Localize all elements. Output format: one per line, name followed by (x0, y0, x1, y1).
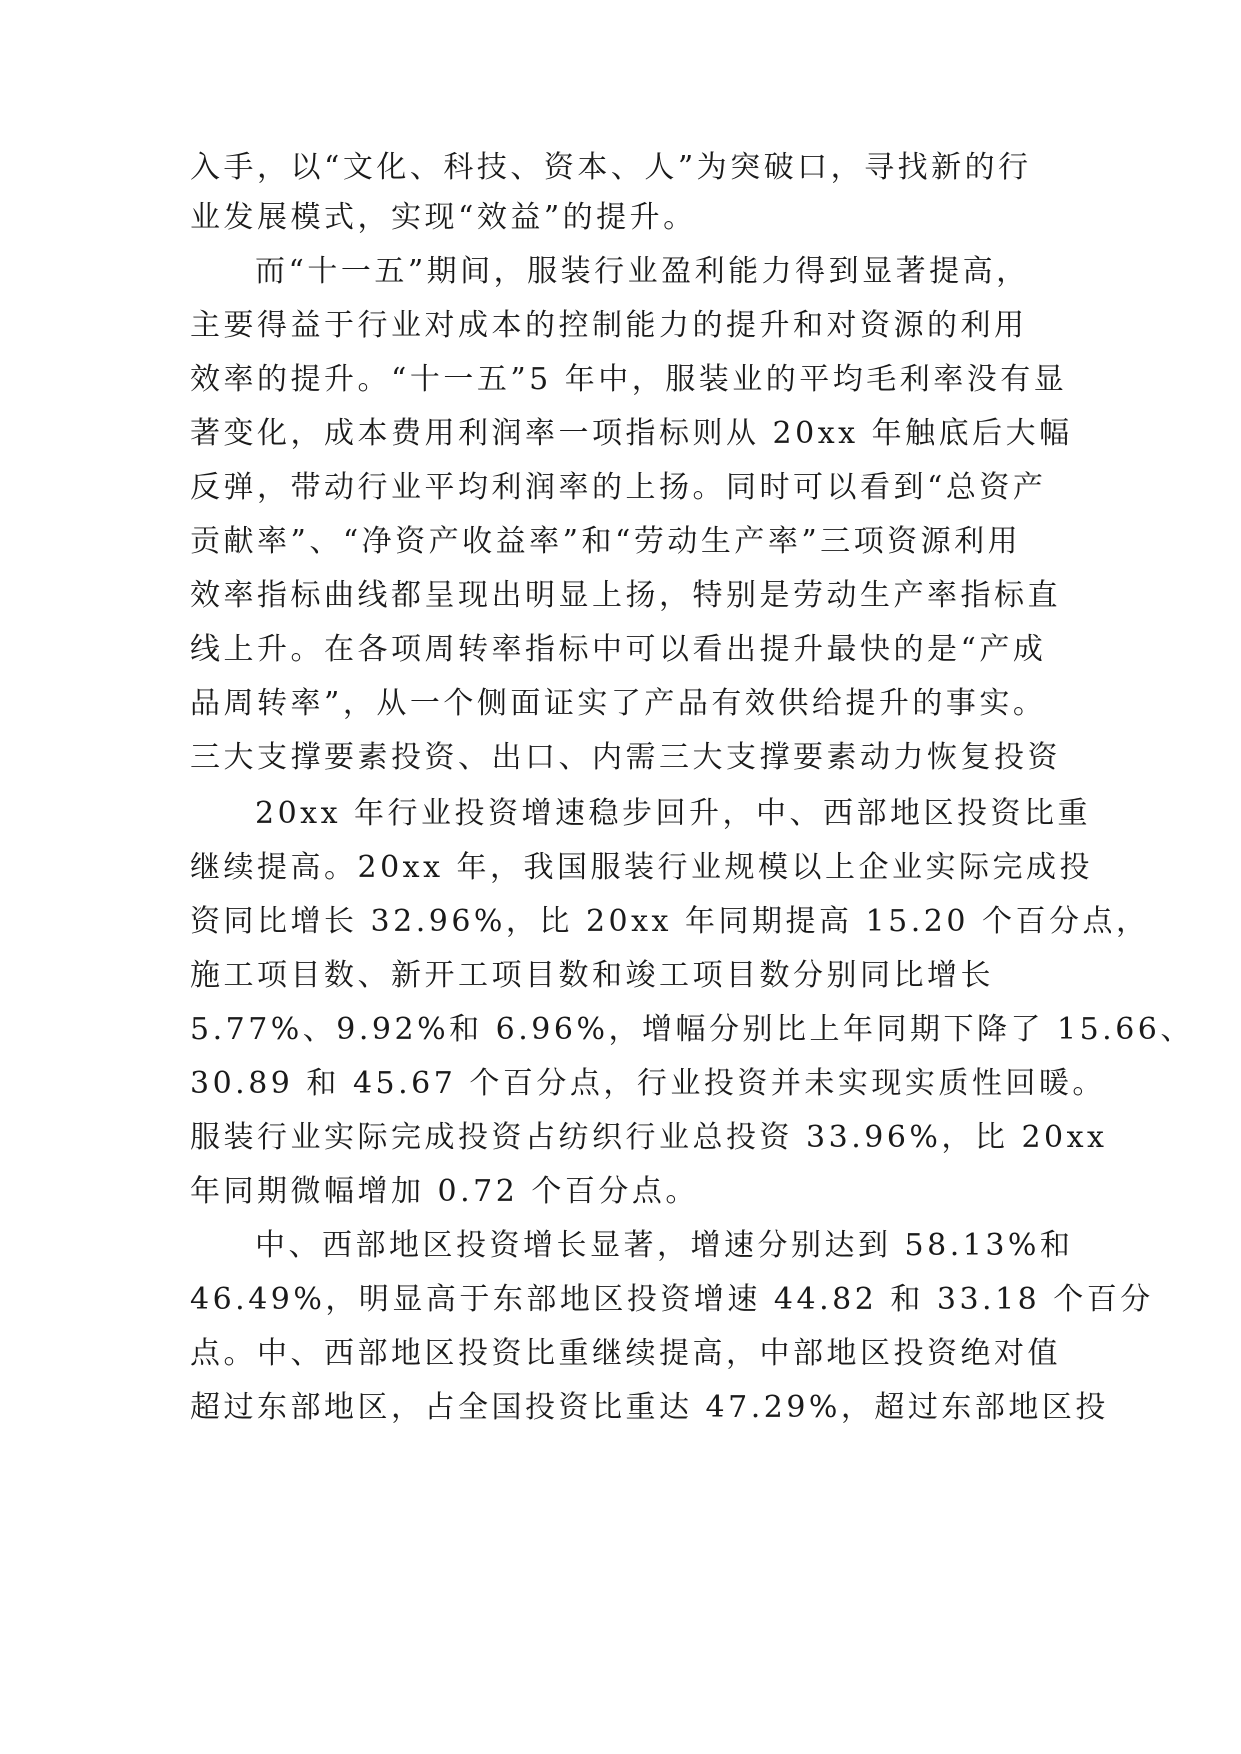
text-line: 超过东部地区，占全国投资比重达 47.29%，超过东部地区投 (190, 1390, 1109, 1425)
text-line: 继续提高。20xx 年，我国服装行业规模以上企业实际完成投 (190, 850, 1094, 885)
text-line: 46.49%，明显高于东部地区投资增速 44.82 和 33.18 个百分 (190, 1282, 1154, 1317)
text-line: 资同比增长 32.96%，比 20xx 年同期提高 15.20 个百分点， (190, 904, 1150, 939)
paragraph-first-line: 20xx 年行业投资增速稳步回升，中、西部地区投资比重 (255, 796, 1092, 831)
text-line: 入手，以“文化、科技、资本、人”为突破口，寻找新的行 (190, 150, 1032, 185)
text-line: 线上升。在各项周转率指标中可以看出提升最快的是“产成 (190, 632, 1047, 667)
text-line: 品周转率”，从一个侧面证实了产品有效供给提升的事实。 (190, 686, 1047, 721)
text-line: 点。中、西部地区投资比重继续提高，中部地区投资绝对值 (190, 1336, 1061, 1371)
text-line: 5.77%、9.92%和 6.96%，增幅分别比上年同期下降了 15.66、 (190, 1012, 1194, 1047)
text-line: 著变化，成本费用利润率一项指标则从 20xx 年触底后大幅 (190, 416, 1073, 451)
section-heading: 三大支撑要素投资、出口、内需三大支撑要素动力恢复投资 (190, 740, 1061, 775)
text-line: 年同期微幅增加 0.72 个百分点。 (190, 1174, 699, 1209)
paragraph-first-line: 而“十一五”期间，服装行业盈利能力得到显著提高， (255, 254, 1030, 289)
text-line: 效率指标曲线都呈现出明显上扬，特别是劳动生产率指标直 (190, 578, 1061, 613)
text-line: 30.89 和 45.67 个百分点，行业投资并未实现实质性回暖。 (190, 1066, 1106, 1101)
text-line: 服装行业实际完成投资占纺织行业总投资 33.96%，比 20xx (190, 1120, 1108, 1155)
text-line: 主要得益于行业对成本的控制能力的提升和对资源的利用 (190, 308, 1028, 343)
text-line: 业发展模式，实现“效益”的提升。 (190, 200, 697, 235)
text-line: 反弹，带动行业平均利润率的上扬。同时可以看到“总资产 (190, 470, 1047, 505)
text-line: 施工项目数、新开工项目数和竣工项目数分别同比增长 (190, 958, 994, 993)
paragraph-first-line: 中、西部地区投资增长显著，增速分别达到 58.13%和 (255, 1228, 1074, 1263)
text-line: 效率的提升。“十一五”5 年中，服装业的平均毛利率没有显 (190, 362, 1068, 397)
text-line: 贡献率”、“净资产收益率”和“劳动生产率”三项资源利用 (190, 524, 1022, 559)
